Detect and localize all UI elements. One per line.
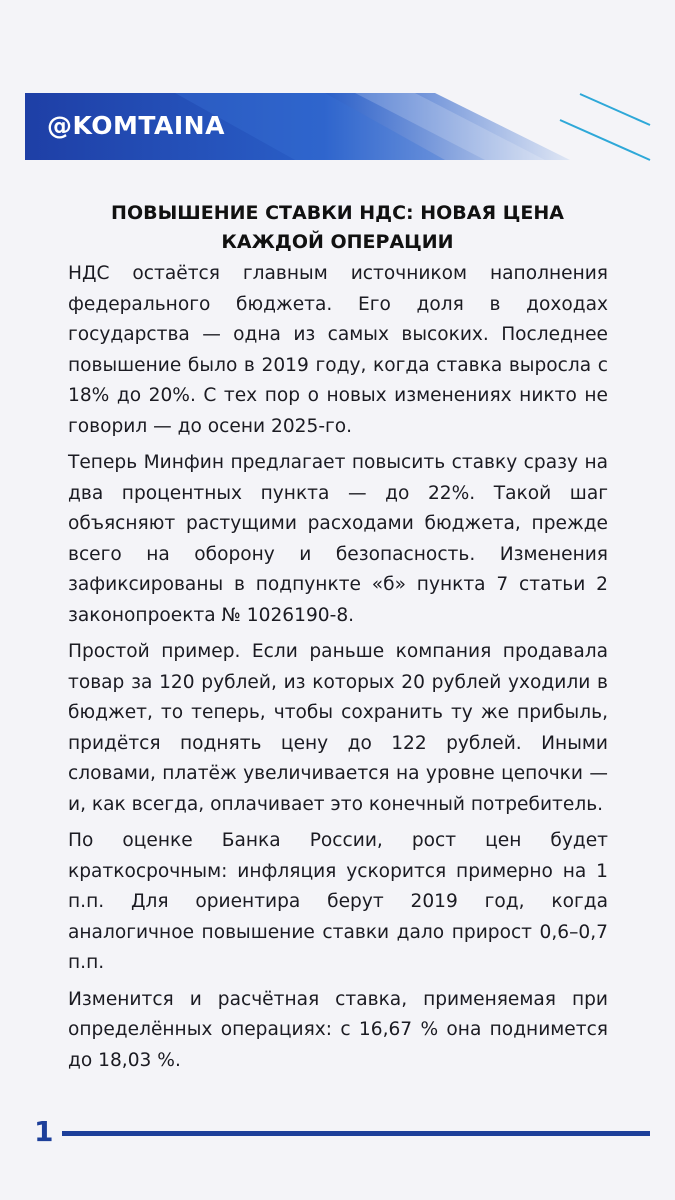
page-number: 1	[34, 1115, 54, 1148]
paragraph: НДС остаётся главным источником наполнения федерального бюджета. Его доля в доходах государства — одна из самых высоких. Последнее повышение было в 2019 году, когда ставка выросла с 18% до 20%. С тех пор о новых изменениях никто не говорил — до осени 2025-го.	[68, 263, 608, 437]
paragraph: Изменится и расчётная ставка, применяемая при определённых операциях: с 16,67 % она поднимется до 18,03 %.	[68, 988, 608, 1071]
paragraph: По оценке Банка России, рост цен будет краткосрочным: инфляция ускорится примерно на 1 п.п. Для ориентира берут 2019 год, когда аналогичное повышение ставки дало прирост 0,6–0,7 п.п.	[68, 830, 608, 973]
account-handle: @KOMTAINA	[47, 111, 225, 140]
article-title: ПОВЫШЕНИЕ СТАВКИ НДС: НОВАЯ ЦЕНА КАЖДОЙ ОПЕРАЦИИ	[111, 202, 564, 253]
paragraph: Теперь Минфин предлагает повысить ставку сразу на два процентных пункта — до 22%. Такой шаг объясняют растущими расходами бюджета, прежде всего на оборону и безопасность. Изменения зафиксированы в подпункте «б» пункта 7 статьи 2 законопроекта № 1026190-8.	[68, 452, 608, 626]
article-body	[68, 259, 608, 1082]
header-banner	[25, 93, 570, 160]
decorative-lines-icon	[555, 88, 655, 168]
paragraph: Простой пример. Если раньше компания продавала товар за 120 рублей, из которых 20 рублей уходили в бюджет, то теперь, чтобы сохранить ту же прибыль, придётся поднять цену до 122 рублей. Иными словами, платёж увеличивается на уровне цепочки — и, как всегда, оплачивает это конечный потребитель.	[68, 641, 608, 815]
footer-divider	[62, 1131, 650, 1136]
